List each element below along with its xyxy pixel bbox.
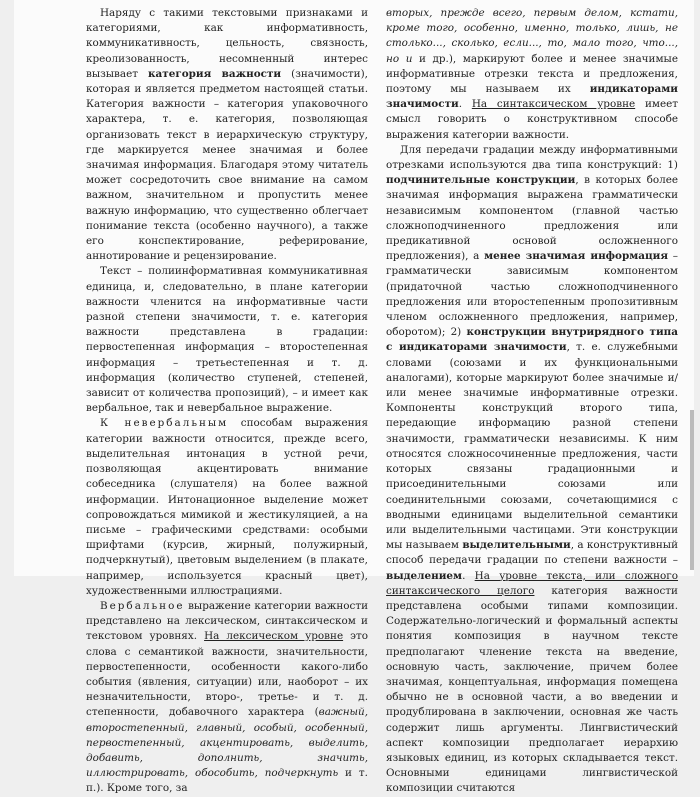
spaced-term-nonverbal: К невербальным xyxy=(100,417,229,430)
spaced-term-verbal: Вербальное xyxy=(100,599,185,612)
italic-examples: важный, второстепенный, главный, особый, особенный, первостепенный, акцентировать, выделить, добавить, дополнить, значить, иллюстрировать, обособить, подчеркнуть xyxy=(86,706,368,780)
term-importance-category: категория важности xyxy=(148,67,282,80)
paragraph: Наряду с такими текстовыми признаками и категориями, как информативность, коммуникативность, цельность, связность, креолизованность, несомненный интерес вызывает категория важности (значимости), которая и является предметом настоящей статьи. Категория важности – категория упаковочного характера, т. е. категория, позволяющая организовать текст в иерархическую структуру, где маркируется менее значимая и более значимая информация. Благодаря этому читатель может сосредоточить свое внимание на самом важном, значительном и пропустить менее важную информацию, что существенно облегчает понимание текста (особенно научного), а также его конспектирование, реферирование, аннотирование и рецензирование. xyxy=(86,7,368,263)
term-significance-indicators: индикаторами значимости xyxy=(386,83,678,111)
term-emphasis: выделением xyxy=(386,569,463,582)
paragraph: вторых, прежде всего, первым делом, кстати, кроме того, особенно, именно, только, лишь, не столько..., сколько, если..., то, мало того, что..., но и и др.), маркируют более и менее значимые информативные отрезки текста и предложения, поэтому мы называем их индикаторами значимости. На синтаксическом уровне имеет смысл говорить о конструктивном способе выражения категории важности. xyxy=(386,7,679,141)
text-level-heading: На уровне текста, или сложного синтаксического целого xyxy=(386,569,679,597)
term-subordinate-constructions: подчинительные конструкции xyxy=(386,174,576,187)
paragraph: К невербальным способам выражения категории важности относится, прежде всего, выделительная интонация в устной речи, позволяющая акцентировать внимание собеседника (слушателя) на более важной информации. Интонационное выделение может сопровождаться мимикой и жестикуляцией, а на письме – графическими средствами: особыми шрифтами (курсив, жирный, полужирный, подчеркнутый), цветовым выделением (в плакате, например, используется красный цвет), художественными иллюстрациями. xyxy=(86,417,369,597)
right-column xyxy=(386,6,679,795)
paragraph: Для передачи градации между информативными отрезками используются два типа конструкций: 1) подчинительные конструкции, в которых более значимая информация выражена грамматически независимым компонентом (главной частью сложноподчиненного предложения или предикативной основой осложненного предложения), а менее значимая информация – грамматически зависимым компонентом (придаточной частью сложноподчиненного предложения или второстепенным пропозитивным членом осложненного предложения, например, оборотом); 2) конструкции внутрирядного типа с индикаторами значимости, т. е. служебными словами (союзами и их функциональными аналогами), которые маркируют более значимые и/или менее значимые информативные отрезки. Компоненты конструкций второго типа, передающие информацию разной степени значимости, грамматически независимы. К ним относятся сложносочиненные предложения, части которых связаны градационными и присоединительными союзами или соединительными союзами, сочетающимися с вводными единицами выделительной семантики или выделительными частицами. Эти конструкции мы называем выделительными, а конструктивный способ передачи градации по степени важности – выделением. На уровне текста, или сложного синтаксического целого категория важности представлена особыми типами композиции. Содержательно-логический и формальный аспекты понятия композиция в научном тексте предполагают членение текста на введение, основную часть, заключение, причем более значимая, концептуальная, информация помещена обычно не в основной части, а во введении и продублирована в заключении, основная же часть содержит лишь аргументы. Лингвистический аспект композиции предполагает иерархию языковых единиц, из которых складывается текст. Основными единицами лингвистической композиции считаются xyxy=(386,143,679,795)
scanned-page xyxy=(14,0,694,795)
term-intra-row-constructions: конструкции внутрирядного типа с индикаторами значимости xyxy=(386,326,678,354)
paragraph: Вербальное выражение категории важности представлено на лексическом, синтаксическом и текстовом уровнях. На лексическом уровне это слова с семантикой важности, значительности, первостепенности, особенности какого-либо события (явления, ситуации) или, наоборот – их незначительности, второ-, третье- и т. д. степенности, добавочного характера (важный, второстепенный, главный, особый, особенный, первостепенный, акцентировать, выделить, добавить, дополнить, значить, иллюстрировать, обособить, подчеркнуть и т. п.). Кроме того, за xyxy=(86,599,368,795)
syntactic-level-heading: На синтаксическом уровне xyxy=(471,98,636,111)
term-less-significant-info: менее значимая информация xyxy=(484,250,669,263)
lexical-level-heading: На лексическом уровне xyxy=(204,630,344,643)
left-column xyxy=(86,6,369,795)
italic-examples: вторых, прежде всего, первым делом, кстати, кроме того, особенно, именно, только, лишь, не столько..., сколько, если..., то, мало того, что..., но и xyxy=(386,7,678,65)
term-emphatic: выделительными xyxy=(462,539,571,552)
scan-edge-shadow xyxy=(690,410,694,570)
paragraph: Текст – полиинформативная коммуникативная единица, и, следовательно, в плане категории важности членится на информативные части разной степени значимости, т. е. категория важности представлена в градации: первостепенная информация – второстепенная информация – третьестепенная и т. д. информация (количество ступеней, степеней, зависит от количества пропозиций), – и имеет как вербальное, так и невербальное выражение. xyxy=(86,265,368,415)
